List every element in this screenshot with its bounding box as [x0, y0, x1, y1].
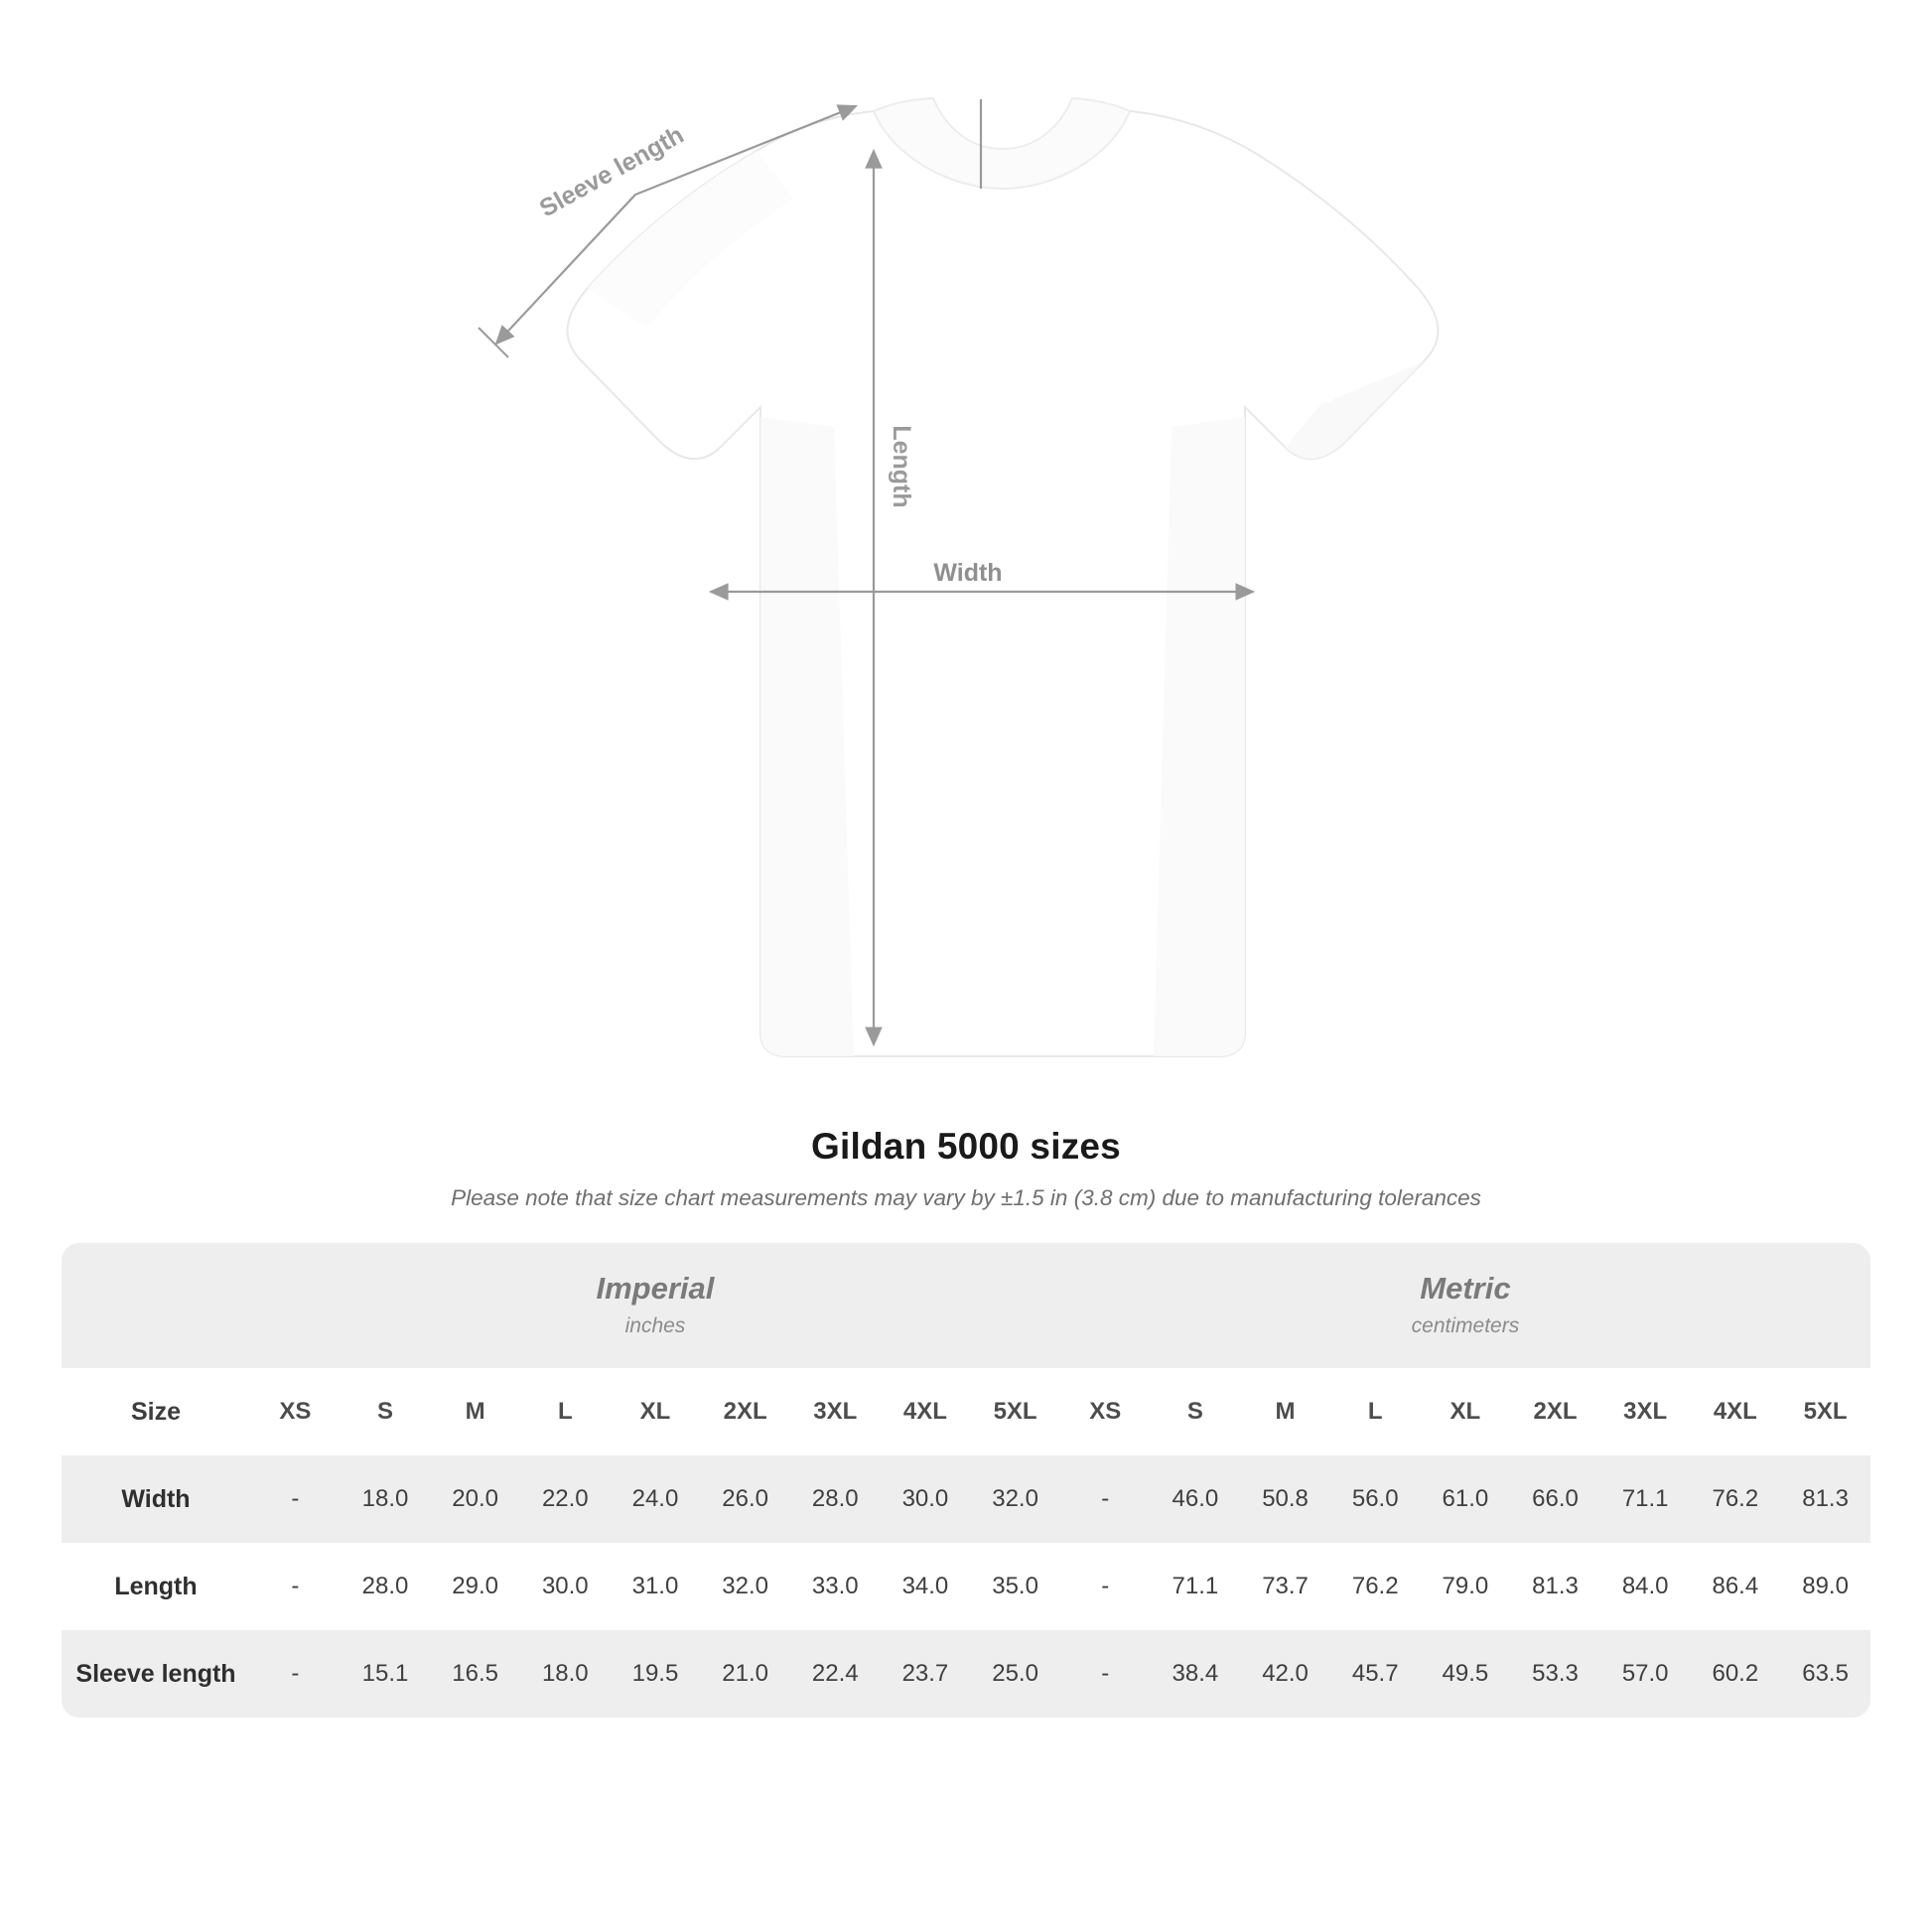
- size-header-l-metric: L: [1330, 1368, 1421, 1455]
- size-header-xl-metric: XL: [1421, 1368, 1511, 1455]
- unit-subtitle: inches: [624, 1314, 686, 1337]
- cell-sleeve-length-imperial-m: 16.5: [430, 1630, 520, 1718]
- cell-length-imperial-5xl: 35.0: [970, 1543, 1060, 1630]
- size-header-3xl-imperial: 3XL: [790, 1368, 881, 1455]
- title-block: [0, 1126, 1932, 1211]
- cell-width-metric-s: 46.0: [1151, 1455, 1241, 1543]
- size-header-m-imperial: M: [430, 1368, 520, 1455]
- cell-length-imperial-xs: -: [250, 1543, 341, 1630]
- cell-sleeve-length-imperial-3xl: 22.4: [790, 1630, 881, 1718]
- size-header-4xl-imperial: 4XL: [881, 1368, 971, 1455]
- cell-length-imperial-s: 28.0: [341, 1543, 431, 1630]
- size-header-3xl-metric: 3XL: [1600, 1368, 1691, 1455]
- cell-length-metric-3xl: 84.0: [1600, 1543, 1691, 1630]
- cell-length-metric-l: 76.2: [1330, 1543, 1421, 1630]
- row-label-sleeve-length: Sleeve length: [62, 1630, 250, 1718]
- unit-header-metric: [1060, 1243, 1870, 1368]
- cell-width-imperial-2xl: 26.0: [700, 1455, 790, 1543]
- size-header-4xl-metric: 4XL: [1691, 1368, 1781, 1455]
- cell-sleeve-length-imperial-4xl: 23.7: [881, 1630, 971, 1718]
- cell-sleeve-length-metric-xl: 49.5: [1421, 1630, 1511, 1718]
- cell-width-imperial-4xl: 30.0: [881, 1455, 971, 1543]
- cell-width-metric-xl: 61.0: [1421, 1455, 1511, 1543]
- cell-sleeve-length-imperial-l: 18.0: [520, 1630, 611, 1718]
- page-title: Gildan 5000 sizes: [811, 1126, 1121, 1167]
- cell-width-metric-l: 56.0: [1330, 1455, 1421, 1543]
- cell-width-metric-m: 50.8: [1240, 1455, 1330, 1543]
- cell-sleeve-length-metric-2xl: 53.3: [1510, 1630, 1600, 1718]
- cell-width-imperial-l: 22.0: [520, 1455, 611, 1543]
- cell-length-metric-xs: -: [1060, 1543, 1151, 1630]
- unit-header-row: [62, 1243, 1870, 1368]
- cell-sleeve-length-metric-5xl: 63.5: [1780, 1630, 1870, 1718]
- cell-length-imperial-l: 30.0: [520, 1543, 611, 1630]
- row-label-width: Width: [62, 1455, 250, 1543]
- cell-width-metric-3xl: 71.1: [1600, 1455, 1691, 1543]
- cell-length-metric-4xl: 86.4: [1691, 1543, 1781, 1630]
- cell-width-imperial-5xl: 32.0: [970, 1455, 1060, 1543]
- size-header-2xl-imperial: 2XL: [700, 1368, 790, 1455]
- cell-sleeve-length-imperial-2xl: 21.0: [700, 1630, 790, 1718]
- size-header-s-metric: S: [1151, 1368, 1241, 1455]
- cell-length-metric-2xl: 81.3: [1510, 1543, 1600, 1630]
- measurement-note: Please note that size chart measurements may vary by ±1.5 in (3.8 cm) due to manufacturing tolerances: [451, 1185, 1481, 1210]
- sleeve-length-label: Sleeve length: [534, 120, 689, 223]
- cell-sleeve-length-metric-m: 42.0: [1240, 1630, 1330, 1718]
- cell-width-metric-5xl: 81.3: [1780, 1455, 1870, 1543]
- size-header-5xl-imperial: 5XL: [970, 1368, 1060, 1455]
- size-header-xs-imperial: XS: [250, 1368, 341, 1455]
- cell-length-imperial-xl: 31.0: [611, 1543, 701, 1630]
- row-label-length: Length: [62, 1543, 250, 1630]
- table-row: [62, 1630, 1870, 1718]
- size-header-m-metric: M: [1240, 1368, 1330, 1455]
- cell-width-imperial-s: 18.0: [341, 1455, 431, 1543]
- unit-header-imperial: [250, 1243, 1060, 1368]
- unit-subtitle: centimeters: [1411, 1314, 1520, 1337]
- cell-width-imperial-3xl: 28.0: [790, 1455, 881, 1543]
- cell-width-imperial-xs: -: [250, 1455, 341, 1543]
- size-header-s-imperial: S: [341, 1368, 431, 1455]
- cell-length-metric-5xl: 89.0: [1780, 1543, 1870, 1630]
- unit-spacer-cell: [62, 1243, 250, 1368]
- cell-length-metric-m: 73.7: [1240, 1543, 1330, 1630]
- cell-width-metric-2xl: 66.0: [1510, 1455, 1600, 1543]
- size-header-xl-imperial: XL: [611, 1368, 701, 1455]
- cell-sleeve-length-metric-xs: -: [1060, 1630, 1151, 1718]
- length-label: Length: [888, 425, 915, 508]
- cell-width-imperial-m: 20.0: [430, 1455, 520, 1543]
- table-row: [62, 1543, 1870, 1630]
- size-table-container: [62, 1243, 1870, 1718]
- size-table: [62, 1243, 1870, 1718]
- size-header-l-imperial: L: [520, 1368, 611, 1455]
- cell-sleeve-length-imperial-xl: 19.5: [611, 1630, 701, 1718]
- cell-sleeve-length-imperial-s: 15.1: [341, 1630, 431, 1718]
- cell-length-metric-s: 71.1: [1151, 1543, 1241, 1630]
- cell-length-imperial-m: 29.0: [430, 1543, 520, 1630]
- cell-length-imperial-2xl: 32.0: [700, 1543, 790, 1630]
- cell-length-imperial-3xl: 33.0: [790, 1543, 881, 1630]
- size-label-cell: Size: [62, 1368, 250, 1455]
- cell-sleeve-length-metric-3xl: 57.0: [1600, 1630, 1691, 1718]
- cell-length-metric-xl: 79.0: [1421, 1543, 1511, 1630]
- cell-sleeve-length-imperial-xs: -: [250, 1630, 341, 1718]
- size-header-xs-metric: XS: [1060, 1368, 1151, 1455]
- cell-width-metric-xs: -: [1060, 1455, 1151, 1543]
- unit-name: Metric: [1420, 1271, 1511, 1306]
- cell-sleeve-length-metric-l: 45.7: [1330, 1630, 1421, 1718]
- size-header-2xl-metric: 2XL: [1510, 1368, 1600, 1455]
- width-label: Width: [933, 559, 1003, 587]
- size-header-row: [62, 1368, 1870, 1455]
- unit-name: Imperial: [596, 1271, 715, 1306]
- cell-width-imperial-xl: 24.0: [611, 1455, 701, 1543]
- cell-length-imperial-4xl: 34.0: [881, 1543, 971, 1630]
- cell-width-metric-4xl: 76.2: [1691, 1455, 1781, 1543]
- cell-sleeve-length-metric-s: 38.4: [1151, 1630, 1241, 1718]
- cell-sleeve-length-metric-4xl: 60.2: [1691, 1630, 1781, 1718]
- size-header-5xl-metric: 5XL: [1780, 1368, 1870, 1455]
- cell-sleeve-length-imperial-5xl: 25.0: [970, 1630, 1060, 1718]
- table-row: [62, 1455, 1870, 1543]
- tshirt-shape: [568, 98, 1439, 1056]
